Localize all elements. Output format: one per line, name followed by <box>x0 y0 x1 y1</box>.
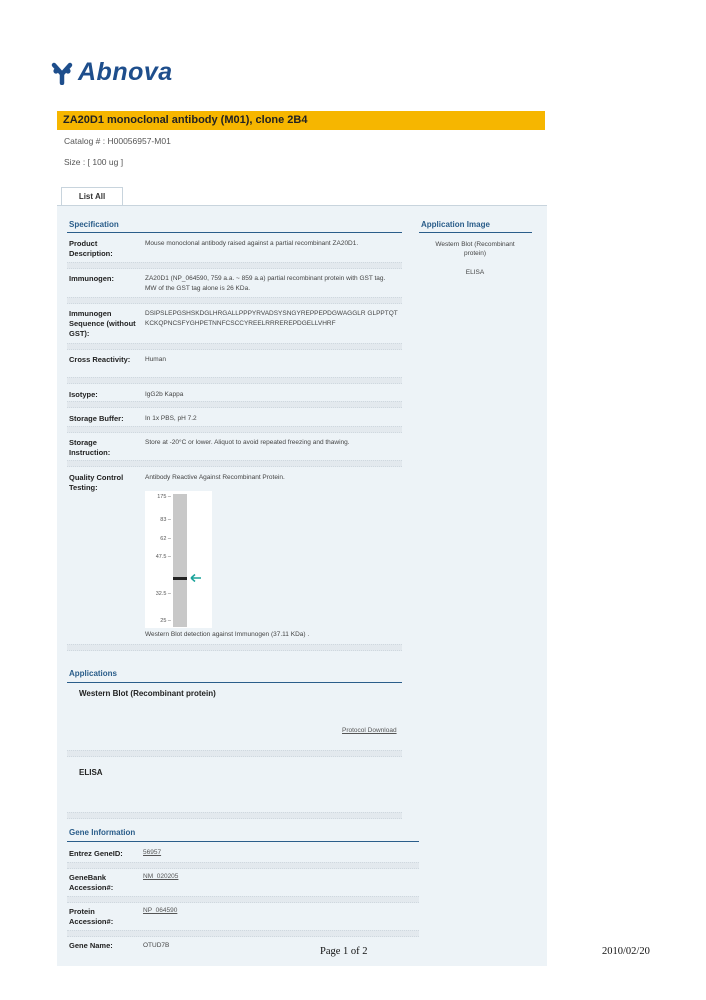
blot-marker-25: 25 – <box>160 618 171 624</box>
specification-heading: Specification <box>69 220 119 229</box>
applications-heading: Applications <box>69 669 118 678</box>
catalog-number: Catalog # : H00056957-M01 <box>64 136 171 146</box>
gene-info-heading: Gene Information <box>69 828 136 837</box>
gene-link-entrez[interactable]: 56957 <box>143 849 162 856</box>
spec-label-buffer: Storage Buffer: <box>69 414 124 423</box>
row-divider <box>67 401 402 408</box>
application-western-blot: Western Blot (Recombinant protein) <box>79 689 216 698</box>
spec-value-qc: Antibody Reactive Against Recombinant Protein. <box>145 474 285 481</box>
blot-lane <box>173 494 187 627</box>
blot-arrow-icon <box>188 573 202 583</box>
row-divider <box>67 896 419 903</box>
gene-link-protein[interactable]: NP_064590 <box>143 907 178 914</box>
spec-label-isotype: Isotype: <box>69 390 98 399</box>
spec-label-reactivity: Cross Reactivity: <box>69 355 131 364</box>
print-date: 2010/02/20 <box>602 946 650 957</box>
row-divider <box>67 644 402 651</box>
spec-label-sequence: Immunogen Sequence (without GST): <box>69 309 136 338</box>
spec-value-sequence: DSIPSLEPGSHSKDGLHRGALLPPPYRVADSYSNGYREPPEPDGWAGGLR GLPPTQTKCKQPNCSFYGHPETNNFCSCCYREELRRREREPDGELLVHRF <box>145 310 398 327</box>
applications-divider <box>67 682 402 683</box>
page-number: Page 1 of 2 <box>320 946 368 957</box>
gene-label-entrez: Entrez GeneID: <box>69 849 123 858</box>
row-divider <box>67 343 402 350</box>
blot-marker-62: 62 – <box>160 536 171 542</box>
specification-divider <box>67 232 402 233</box>
antibody-logo-icon <box>50 61 74 85</box>
row-divider <box>67 812 402 819</box>
western-blot-image <box>145 491 212 628</box>
gene-link-genebank[interactable]: NM_020205 <box>143 873 179 880</box>
gene-label-name: Gene Name: <box>69 941 113 950</box>
gene-label-genebank: GeneBank Accession#: <box>69 873 114 892</box>
spec-value-reactivity: Human <box>145 356 166 363</box>
blot-caption: Western Blot detection against Immunogen (37.11 KDa) . <box>145 631 310 638</box>
spec-value-immunogen: ZA20D1 (NP_064590, 759 a.a. ~ 859 a.a) partial recombinant protein with GST tag. MW of the GST tag alone is 26 KDa. <box>145 275 386 292</box>
row-divider <box>67 377 402 384</box>
brand-name: Abnova <box>78 58 173 86</box>
blot-band <box>173 577 187 580</box>
spec-label-storage: Storage Instruction: <box>69 438 111 457</box>
application-image-heading: Application Image <box>421 220 490 229</box>
application-elisa: ELISA <box>79 768 103 777</box>
spec-value-isotype: IgG2b Kappa <box>145 391 184 398</box>
spec-value-description: Mouse monoclonal antibody raised against a partial recombinant ZA20D1. <box>145 240 359 247</box>
blot-marker-47-5: 47.5 – <box>155 554 171 560</box>
blot-marker-32-5: 32.5 – <box>155 591 171 597</box>
spec-label-description: Product Description: <box>69 239 113 258</box>
gene-info-divider <box>67 841 419 842</box>
row-divider <box>67 862 419 869</box>
row-divider <box>67 930 419 937</box>
app-image-item-elisa[interactable]: ELISA <box>465 269 485 276</box>
row-divider <box>67 262 402 269</box>
protocol-download-link[interactable]: Protocol Download <box>342 727 397 734</box>
spec-label-immunogen: Immunogen: <box>69 274 114 283</box>
row-divider <box>67 460 402 467</box>
app-image-item-wb[interactable]: Western Blot (Recombinant protein) <box>435 241 515 257</box>
row-divider <box>67 750 402 757</box>
application-image-divider <box>419 232 532 233</box>
spec-value-storage: Store at -20°C or lower. Aliquot to avoid repeated freezing and thawing. <box>145 439 350 446</box>
gene-value-name: OTUD7B <box>143 942 170 949</box>
row-divider <box>67 297 402 304</box>
row-divider <box>67 426 402 433</box>
product-size: Size : [ 100 ug ] <box>64 157 124 167</box>
tab-list-all[interactable]: List All <box>61 187 123 206</box>
spec-value-buffer: In 1x PBS, pH 7.2 <box>145 415 197 422</box>
abnova-logo[interactable] <box>50 58 173 87</box>
blot-marker-83: 83 – <box>160 517 171 523</box>
spec-label-qc: Quality Control Testing: <box>69 473 124 492</box>
blot-marker-175: 175 – <box>157 494 171 500</box>
product-title: ZA20D1 monoclonal antibody (M01), clone 2B4 <box>57 111 545 130</box>
gene-label-protein: Protein Accession#: <box>69 907 114 926</box>
